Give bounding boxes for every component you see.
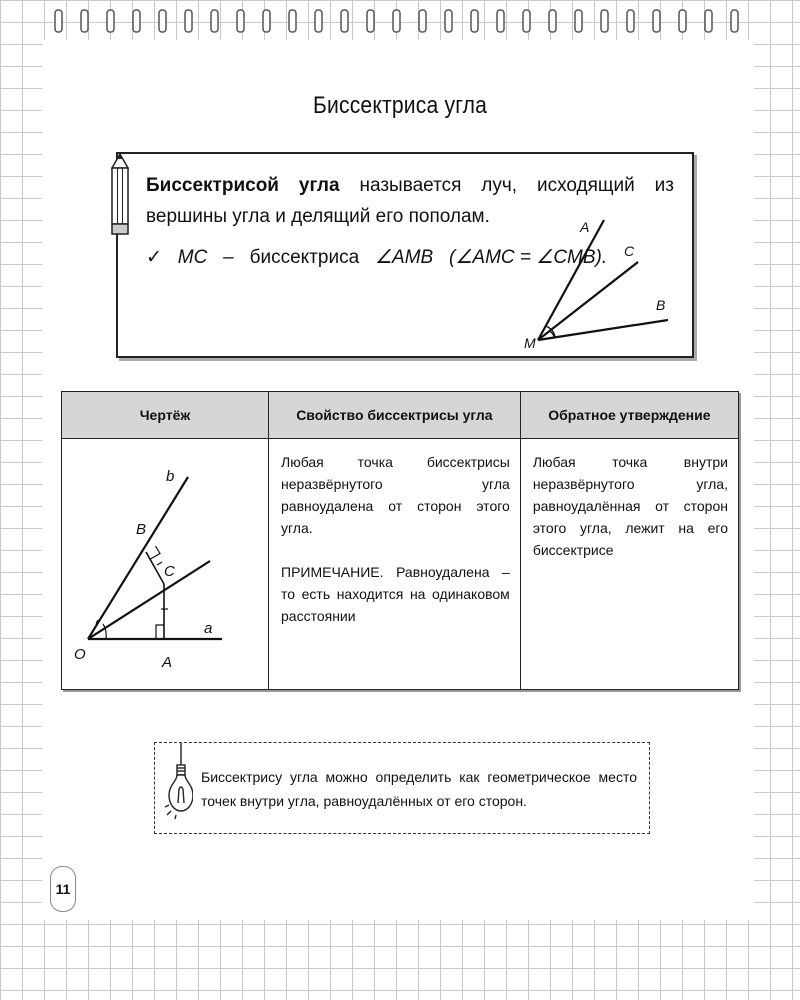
tick-cb [157,562,162,565]
example-equality: (∠AMC = ∠CMB). [449,247,608,268]
pencil-icon [108,152,132,238]
example-dash: – [223,247,234,268]
property-text: Любая точка биссектрисы неразвёрнутого угла равноудалена от сторон этого угла. [281,454,510,536]
header-property: Свойство биссектрисы угла [269,392,521,439]
right-angle-a [156,625,164,639]
hint-box [154,742,650,834]
ray-mc [538,262,638,340]
check-icon: ✓ [146,247,162,268]
ray-oc [88,561,213,639]
label-point-a: A [162,654,173,671]
label-b: B [656,297,666,313]
ray-ob [88,477,188,639]
label-point-c: C [164,563,175,580]
example-word: биссектриса [249,247,360,268]
label-a: A [580,219,590,235]
converse-text: Любая точка внутри неразвёрнутого угла, равноудалённая от сторон этого угла, лежит на его биссектрисе [532,454,728,558]
example-segment: MC [177,247,208,268]
bisector-distance-figure [62,439,268,683]
header-converse: Обратное утверждение [520,392,738,439]
label-ray-a: a [204,620,213,637]
page-title: Биссектриса угла [312,92,488,119]
lightbulb-icon [163,743,193,827]
spiral-binding [0,0,800,40]
definition-term: Биссектрисой угла [146,175,340,196]
hint-text: Биссектрису угла можно определить как геометрическое место точек внутри угла, равноудалённых от его сторон. [201,769,637,809]
property-table [61,391,739,690]
label-ray-b: b [166,468,175,485]
property-note: ПРИМЕЧАНИЕ. Равноудалена – то есть находится на одинаковом расстоянии [281,564,510,624]
definition-box [116,152,694,358]
header-drawing: Чертёж [62,392,269,439]
definition-body: называется луч, исходящий из вершины угла и делящий его пополам. [146,175,674,227]
page-number: 11 [50,866,76,912]
ray-mb [538,320,668,340]
arc-lower [103,624,106,639]
label-point-b: B [136,521,147,538]
ray-ma [538,220,604,340]
right-angle-b [151,546,161,559]
label-m: M [524,335,536,351]
bisector-figure [518,212,678,352]
label-c: C [624,243,635,259]
drawing-cell [62,439,269,690]
property-cell [269,439,521,690]
example-angle: ∠AMB [374,247,434,268]
label-point-o: O [74,646,86,663]
converse-cell [520,439,738,690]
